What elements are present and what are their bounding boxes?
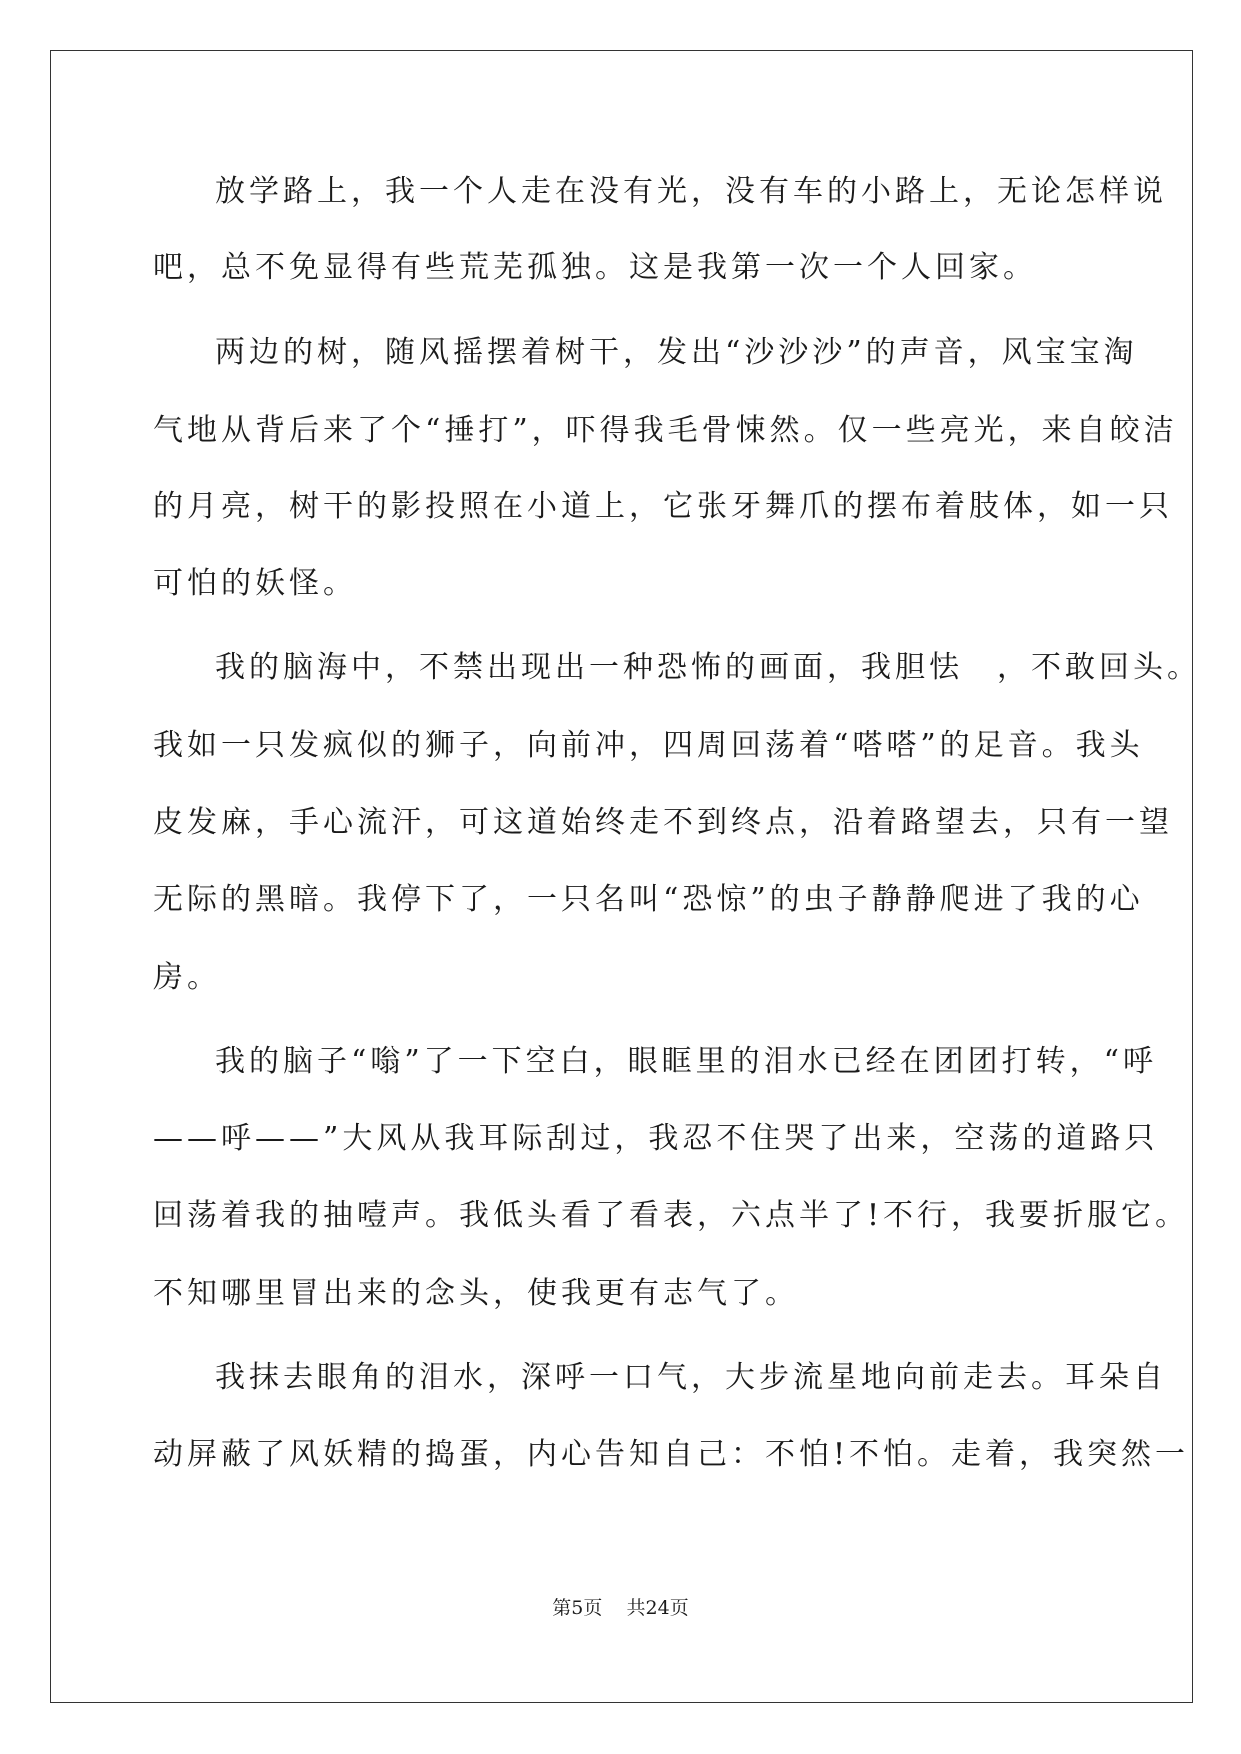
page-footer (0, 1596, 1241, 1620)
text-line: 回荡着我的抽噎声。我低头看了看表，六点半了!不行，我要折服它。 (153, 1198, 1190, 1233)
text-line: 我抹去眼角的泪水，深呼一口气，大步流星地向前走去。耳朵自 (215, 1360, 1167, 1395)
text-line: 无际的黑暗。我停下了，一只名叫“恐惊”的虫子静静爬进了我的心 (153, 882, 1144, 917)
text-line: 可怕的妖怪。 (153, 566, 357, 601)
text-line: 气地从背后来了个“捶打”，吓得我毛骨悚然。仅一些亮光，来自皎洁 (153, 413, 1178, 448)
text-line: 吧，总不免显得有些荒芜孤独。这是我第一次一个人回家。 (153, 250, 1037, 285)
text-line: 的月亮，树干的影投照在小道上，它张牙舞爪的摆布着肢体，如一只 (153, 489, 1173, 524)
text-line: 动屏蔽了风妖精的捣蛋，内心告知自己：不怕!不怕。走着，我突然一 (153, 1437, 1190, 1472)
text-line: 房。 (153, 960, 221, 995)
text-line: 我的脑海中，不禁出现出一种恐怖的画面，我胆怯 ，不敢回头。 (215, 650, 1201, 685)
text-line: 我如一只发疯似的狮子，向前冲，四周回荡着“嗒嗒”的足音。我头 (153, 728, 1144, 763)
text-line: 不知哪里冒出来的念头，使我更有志气了。 (153, 1276, 799, 1311)
page-total: 共24页 (626, 1597, 689, 1619)
page-number: 第5页 (552, 1597, 603, 1619)
text-line: 我的脑子“嗡”了一下空白，眼眶里的泪水已经在团团打转，“呼 (215, 1044, 1158, 1079)
text-line: 两边的树，随风摇摆着树干，发出“沙沙沙”的声音，风宝宝淘 (215, 335, 1138, 370)
text-line: 放学路上，我一个人走在没有光，没有车的小路上，无论怎样说 (215, 174, 1167, 209)
text-line: 皮发麻，手心流汗，可这道始终走不到终点，沿着路望去，只有一望 (153, 805, 1173, 840)
text-line: ——呼——”大风从我耳际刮过，我忍不住哭了出来，空荡的道路只 (153, 1121, 1159, 1156)
